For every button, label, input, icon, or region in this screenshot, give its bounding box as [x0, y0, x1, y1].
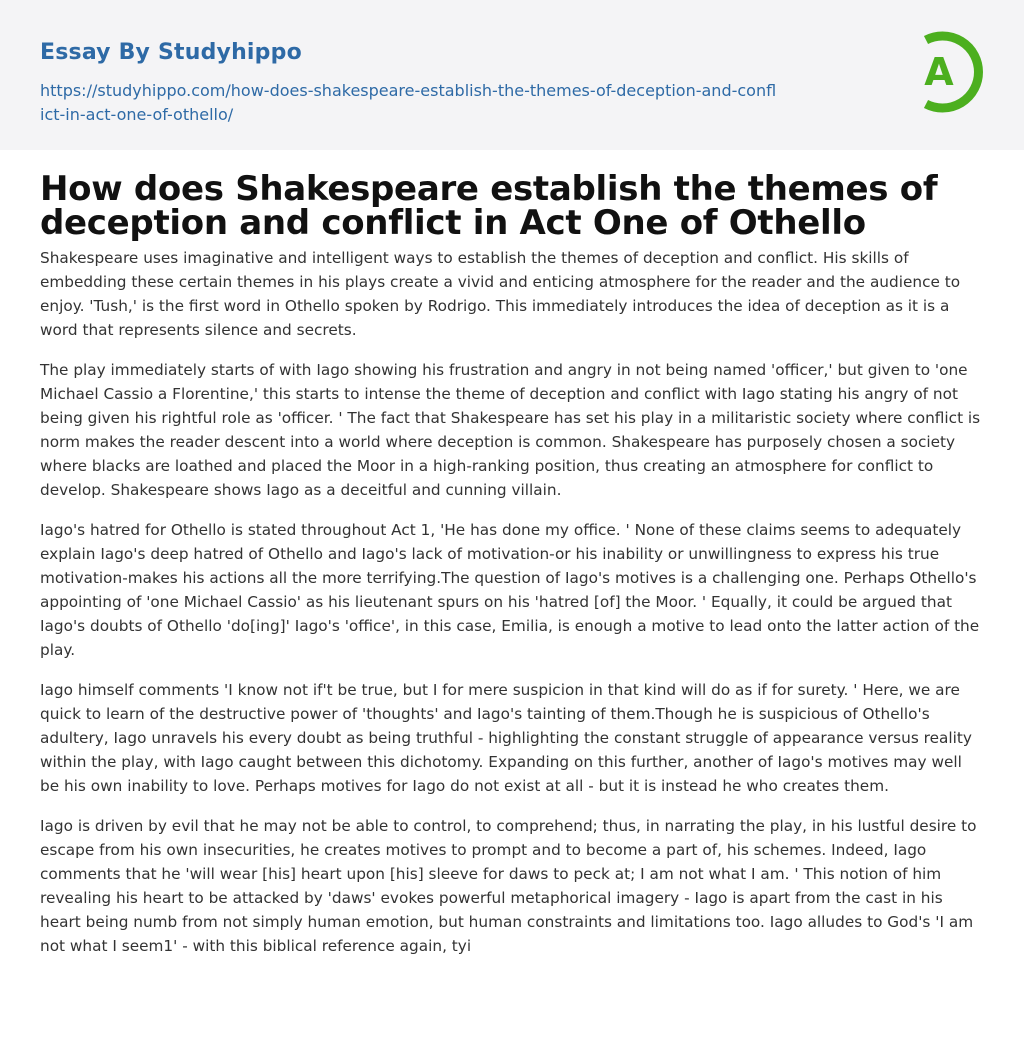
article-paragraph: Shakespeare uses imaginative and intelligent ways to establish the themes of deception and conflict. His skills of embedding these certain themes in his plays create a vivid and enticing atmosphere for the reader and the audience to enjoy. 'Tush,' is the first word in Othello spoken by Rodrigo. This immediately introduces the idea of deception as it is a word that represents silence and secrets. — [40, 249, 961, 339]
article-body — [0, 169, 1024, 958]
article-paragraph: Iago is driven by evil that he may not be able to control, to comprehend; thus, in narrating the play, in his lustful desire to escape from his own insecurities, he creates motives to prompt and to become a part of, his schemes. Indeed, Iago comments that he 'will wear [his] heart upon [his] sleeve for daws to peck at; I am not what I am. ' This notion of him revealing his heart to be attacked by 'daws' evokes powerful metaphorical imagery - Iago is apart from the cast in his heart being numb from not simply human emotion, but human constraints and limitations too. Iago alludes to God's 'I am not what I seem1' - with this biblical reference again, tyi — [40, 817, 977, 955]
site-header — [0, 0, 1024, 150]
brand-title[interactable]: Essay By Studyhippo — [40, 40, 302, 65]
studyhippo-logo-icon[interactable] — [912, 30, 986, 114]
article-title: How does Shakespeare establish the themes of deception and conflict in Act One of Othello — [40, 169, 938, 243]
article-paragraph: Iago himself comments 'I know not if't be true, but I for mere suspicion in that kind will do as if for surety. ' Here, we are quick to learn of the destructive power of 'thoughts' and Iago's tainting of them.Though he is suspicious of Othello's adultery, Iago unravels his every doubt as being truthful - highlighting the constant struggle of appearance versus reality within the play, with Iago caught between this dichotomy. Expanding on this further, another of Iago's motives may well be his own inability to love. Perhaps motives for Iago do not exist at all - but it is instead he who creates them. — [40, 681, 972, 795]
source-url-link[interactable]: https://studyhippo.com/how-does-shakespeare-establish-the-themes-of-deception-and-conflict-in-act-one-of-othello/ — [40, 81, 777, 124]
logo-letter: A — [924, 50, 954, 94]
article-paragraph: The play immediately starts of with Iago showing his frustration and angry in not being named 'officer,' but given to 'one Michael Cassio a Florentine,' this starts to intense the theme of deception and conflict with Iago stating his angry of not being given his rightful role as 'officer. ' The fact that Shakespeare has set his play in a militaristic society where conflict is norm makes the reader descent into a world where deception is common. Shakespeare has purposely chosen a society where blacks are loathed and placed the Moor in a high-ranking position, thus creating an atmosphere for conflict to develop. Shakespeare shows Iago as a deceitful and cunning villain. — [40, 361, 981, 499]
article-paragraph: Iago's hatred for Othello is stated throughout Act 1, 'He has done my office. ' None of these claims seems to adequately explain Iago's deep hatred of Othello and Iago's lack of motivation-or his inability or unwillingness to express his true motivation-makes his actions all the more terrifying.The question of Iago's motives is a challenging one. Perhaps Othello's appointing of 'one Michael Cassio' as his lieutenant spurs on his 'hatred [of] the Moor. ' Equally, it could be argued that Iago's doubts of Othello 'do[ing]' Iago's 'office', in this case, Emilia, is enough a motive to lead onto the latter action of the play. — [40, 521, 980, 659]
